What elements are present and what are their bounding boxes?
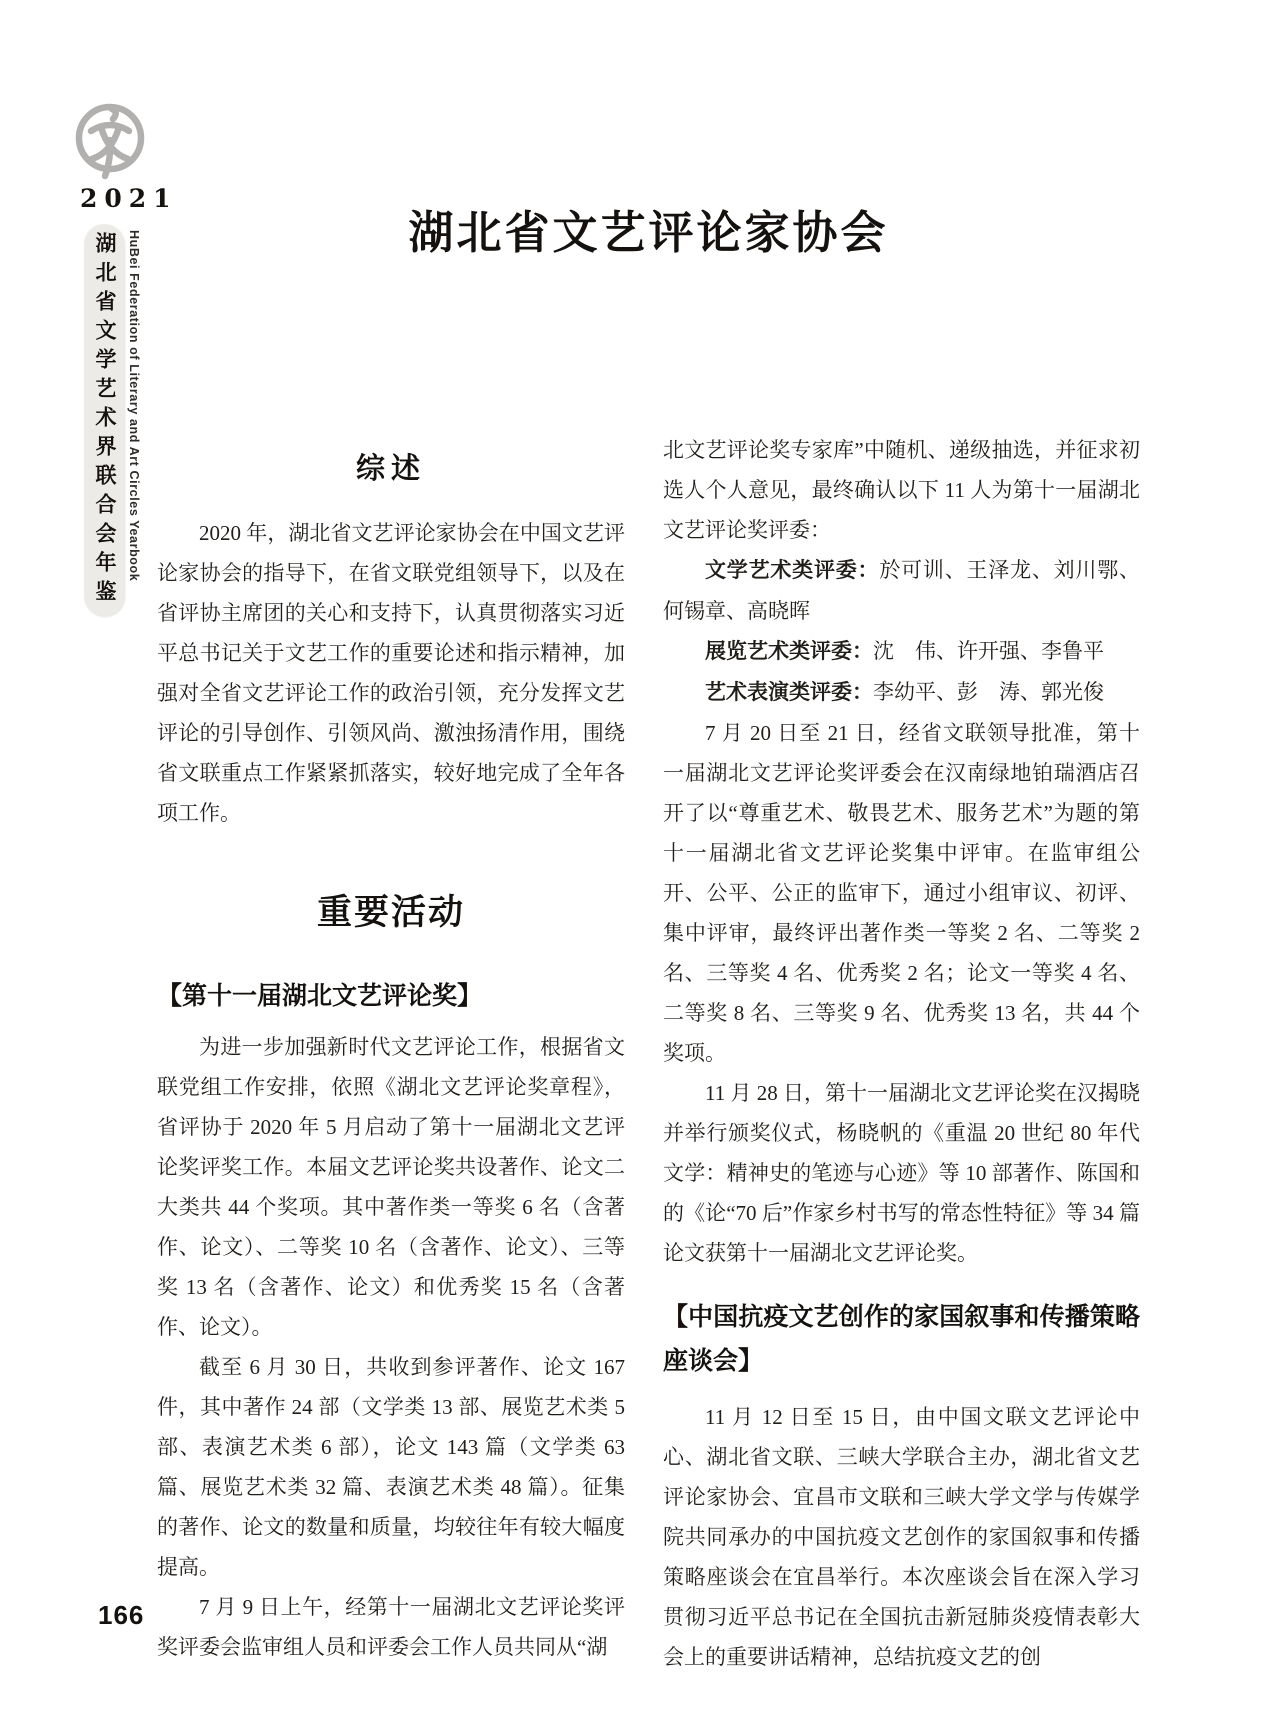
judges-names: 於可训、王泽龙、刘川鄂、何锡章、高晓晖 bbox=[663, 558, 1141, 623]
sidebar-title-chinese: 湖北省文学艺术界联合会年鉴 bbox=[93, 231, 116, 609]
symposium-entry-heading: 【中国抗疫文艺创作的家国叙事和传播策略座谈会】 bbox=[663, 1303, 1140, 1375]
judges-label: 艺术表演类评委： bbox=[705, 681, 873, 704]
sidebar-vertical-banner bbox=[84, 224, 124, 616]
page-number: 166 bbox=[98, 1600, 145, 1630]
award-paragraph-3-part-a: 7 月 9 日上午，经第十一届湖北文艺评论奖评奖评委会监审组人员和评委会工作人员共同从“湖 bbox=[157, 1595, 625, 1659]
judges-names: 李幼平、彭 涛、郭光俊 bbox=[873, 680, 1104, 704]
left-column bbox=[157, 440, 625, 1667]
overview-section-heading: 综述 bbox=[355, 453, 426, 485]
judges-line-exhibition bbox=[663, 631, 1140, 672]
award-paragraph-5: 11 月 28 日，第十一届湖北文艺评论奖在汉揭晓并举行颁奖仪式，杨晓帆的《重温 20 世纪 80 年代文学：精神史的笔迹与心迹》等 10 部著作、陈国和的《论“70 后”作家乡村书写的常态性特征》等 34 篇论文获第十一届湖北文艺评论奖。 bbox=[663, 1081, 1140, 1265]
judges-names: 沈 伟、许开强、李鲁平 bbox=[873, 639, 1104, 663]
award-paragraph-2: 截至 6 月 30 日，共收到参评著作、论文 167 件，其中著作 24 部（文学类 13 部、展览艺术类 5 部、表演艺术类 6 部），论文 143 篇（文学类 63 篇、展览艺术类 32 篇、表演艺术类 48 篇）。征集的著作、论文的数量和质量，均较往年有较大幅度提高。 bbox=[157, 1355, 625, 1579]
judges-line-literature bbox=[663, 550, 1140, 631]
award-entry-heading: 【第十一届湖北文艺评论奖】 bbox=[157, 982, 483, 1010]
year-label: 2021 bbox=[80, 184, 178, 213]
award-paragraph-1: 为进一步加强新时代文艺评论工作，根据省文联党组工作安排，依照《湖北文艺评论奖章程》，省评协于 2020 年 5 月启动了第十一届湖北文艺评论奖评奖工作。本届文艺评论奖共设著作、论文二大类共 44 个奖项。其中著作类一等奖 6 名（含著作、论文）、二等奖 10 名（含著作、论文）、三等奖 13 名（含著作、论文）和优秀奖 15 名（含著作、论文）。 bbox=[157, 1035, 625, 1339]
award-paragraph-4: 7 月 20 日至 21 日，经省文联领导批准，第十一届湖北文艺评论奖评委会在汉南绿地铂瑞酒店召开了以“尊重艺术、敬畏艺术、服务艺术”为题的第十一届湖北省文艺评论奖集中评审。在监审组公开、公平、公正的监审下，通过小组审议、初评、集中评审，最终评出著作类一等奖 2 名、二等奖 2 名、三等奖 4 名、优秀奖 2 名；论文一等奖 4 名、二等奖 8 名、三等奖 9 名、优秀奖 13 名，共 44 个奖项。 bbox=[663, 721, 1140, 1065]
judges-label: 文学艺术类评委： bbox=[705, 559, 880, 582]
right-column bbox=[663, 430, 1140, 1677]
symposium-paragraph-1: 11 月 12 日至 15 日，由中国文联文艺评论中心、湖北省文联、三峡大学联合主办，湖北省文艺评论家协会、宜昌市文联和三峡大学文学与传媒学院共同承办的中国抗疫文艺创作的家国叙事和传播策略座谈会在宜昌举行。本次座谈会旨在深入学习贯彻习近平总书记在全国抗击新冠肺炎疫情表彰大会上的重要讲话精神，总结抗疫文艺的创 bbox=[663, 1405, 1140, 1669]
sidebar-title-english: HuBei Federation of Literary and Art Circles Yearbook bbox=[127, 230, 141, 582]
federation-emblem-icon bbox=[72, 96, 148, 193]
judges-line-performance bbox=[663, 672, 1140, 713]
award-paragraph-3-part-b: 北文艺评论奖专家库”中随机、递级抽选，并征求初选人个人意见，最终确认以下 11 人为第十一届湖北文艺评论奖评委： bbox=[663, 438, 1140, 542]
judges-label: 展览艺术类评委： bbox=[705, 640, 873, 663]
activities-section-heading: 重要活动 bbox=[316, 893, 465, 932]
overview-paragraph: 2020 年，湖北省文艺评论家协会在中国文艺评论家协会的指导下，在省文联党组领导下，以及在省评协主席团的关心和支持下，认真贯彻落实习近平总书记关于文艺工作的重要论述和指示精神，加强对全省文艺评论工作的政治引领，充分发挥文艺评论的引导创作、引领风尚、激浊扬清作用，围绕省文联重点工作紧紧抓落实，较好地完成了全年各项工作。 bbox=[157, 521, 625, 825]
article-title: 湖北省文艺评论家协会 bbox=[408, 208, 889, 258]
